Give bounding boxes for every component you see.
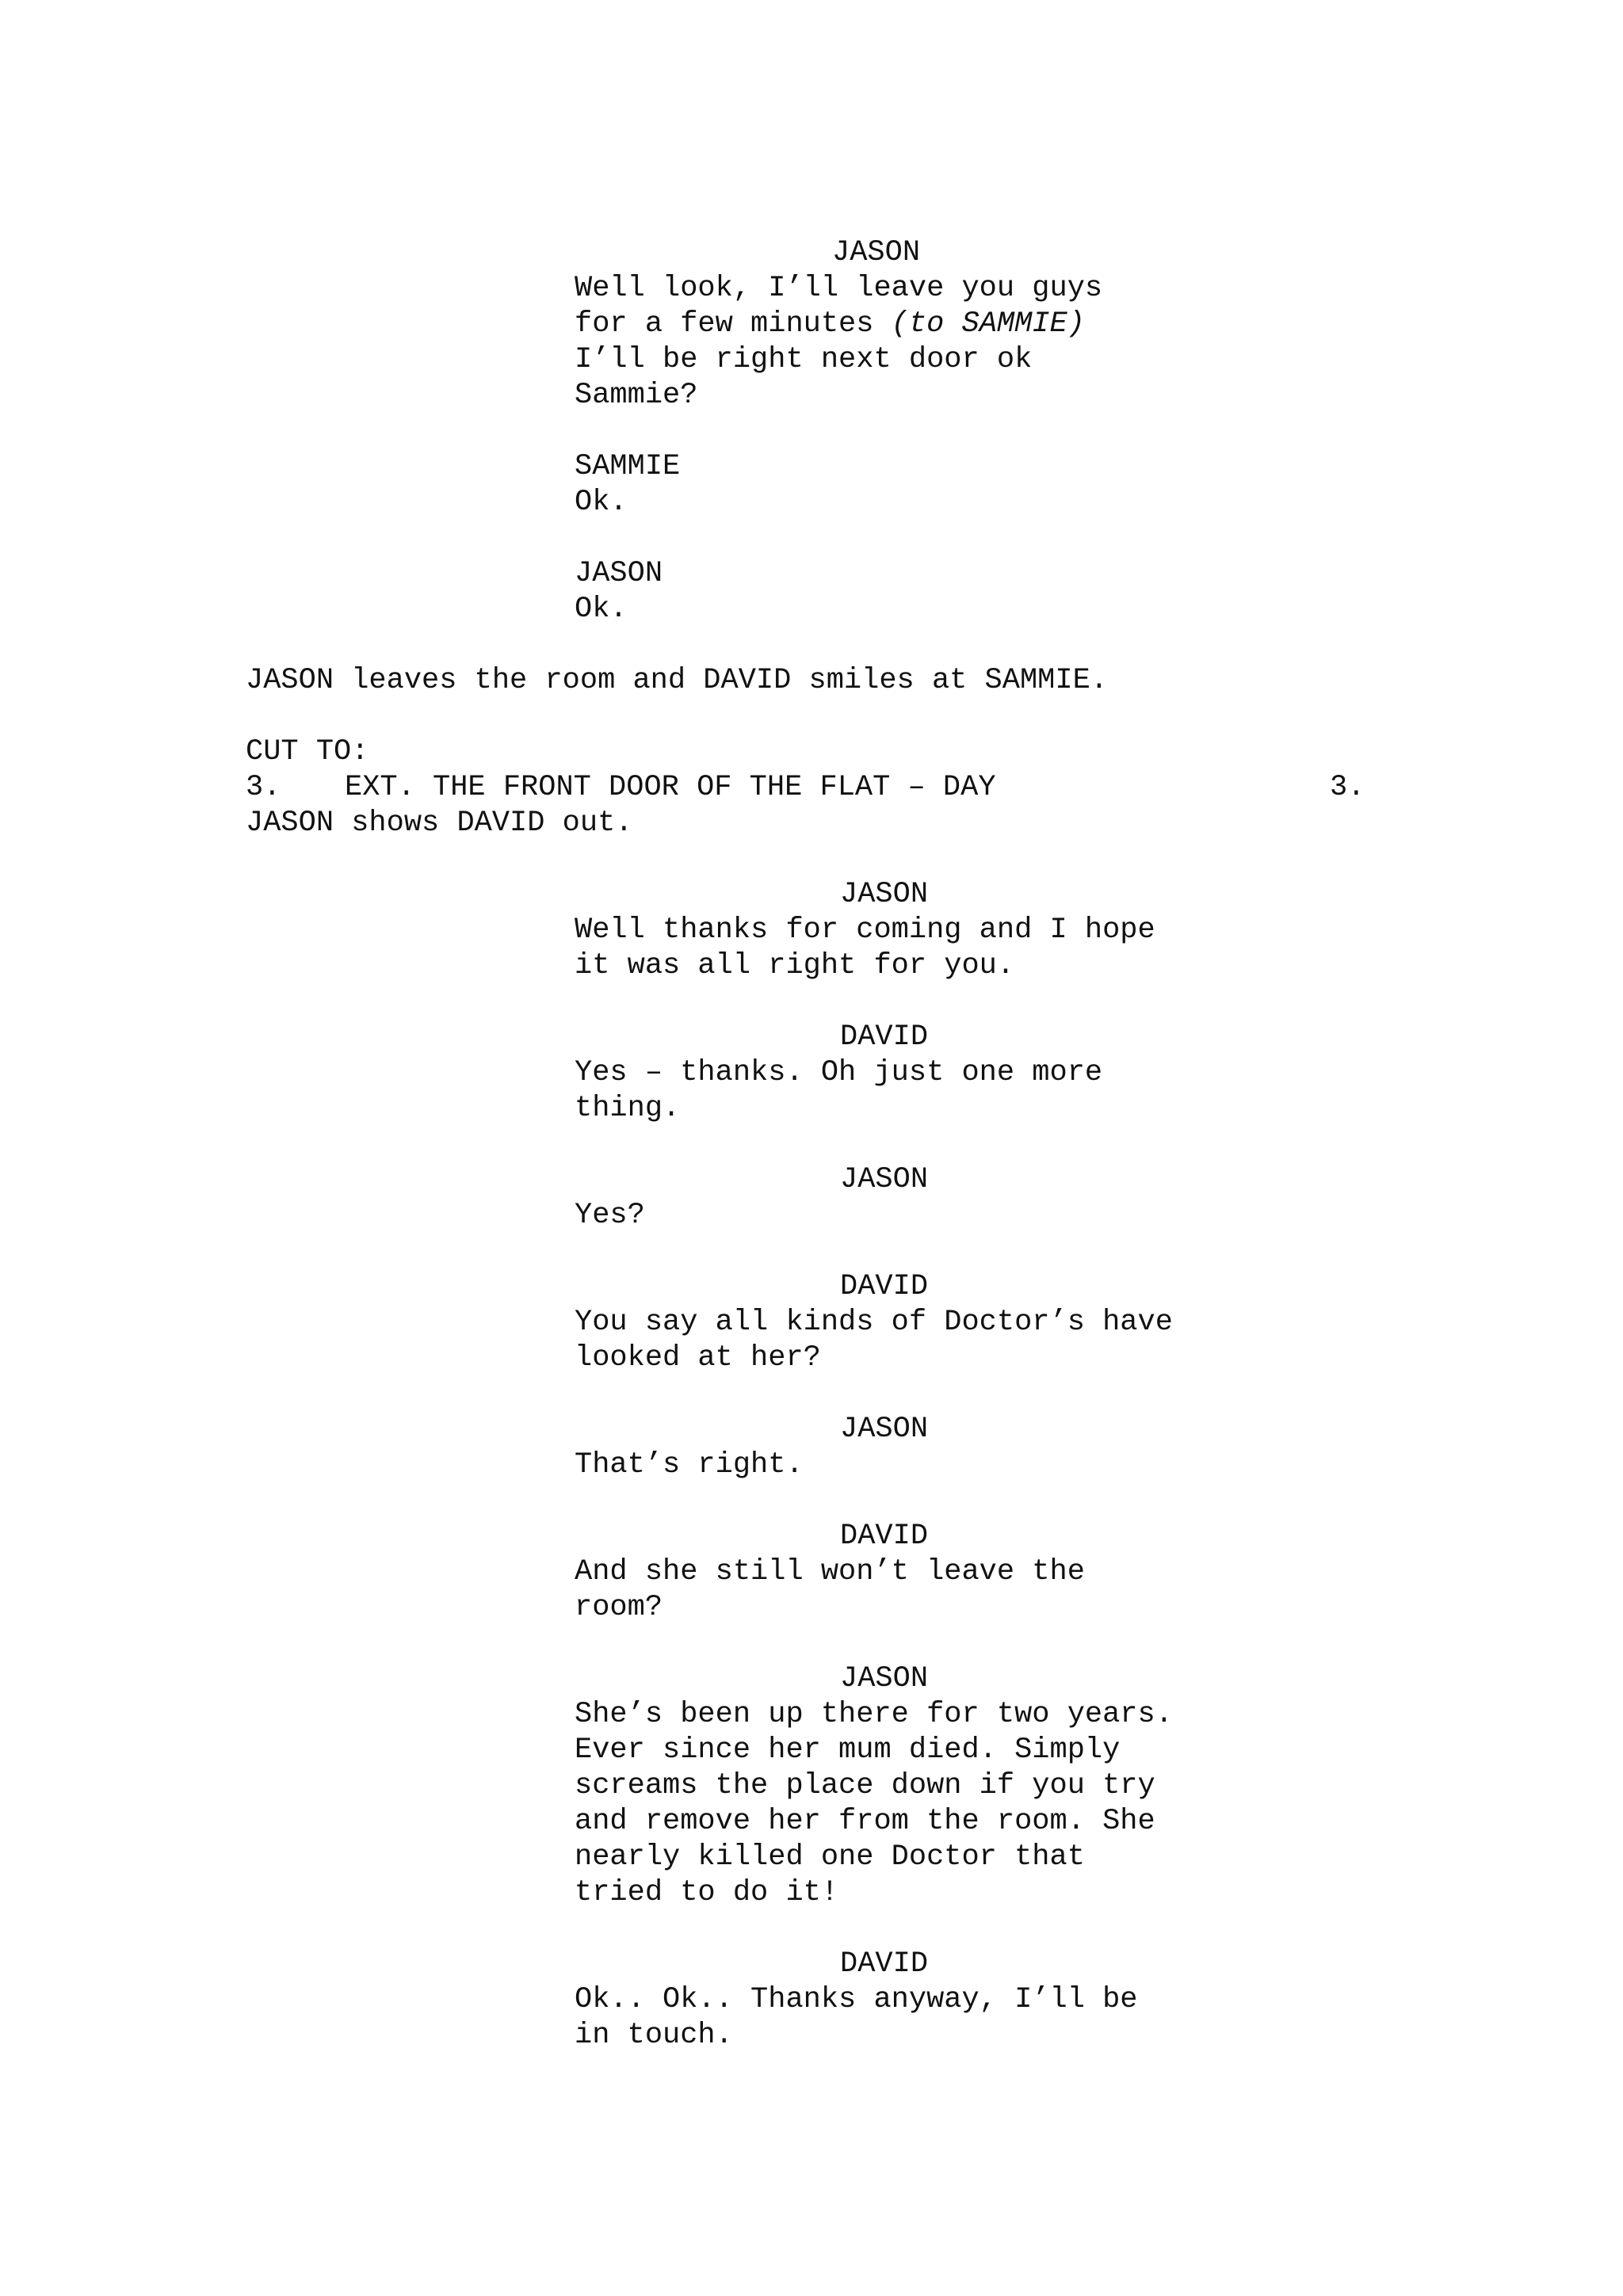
character-name: JASON (832, 236, 921, 269)
dialogue-line: Yes – thanks. Oh just one more (575, 1056, 1103, 1089)
dialogue-line: Well thanks for coming and I hope (575, 913, 1155, 947)
dialogue-line: screams the place down if you try (575, 1769, 1155, 1802)
dialogue-line: I’ll be right next door ok (575, 343, 1033, 376)
dialogue-line: Ok.. Ok.. Thanks anyway, I’ll be (575, 1983, 1138, 2016)
dialogue-line: Ever since her mum died. Simply (575, 1733, 1121, 1767)
dialogue-line: thing. (575, 1092, 681, 1125)
scene-number-left: 3. (246, 771, 281, 804)
dialogue-line: Yes? (575, 1199, 645, 1232)
dialogue-line: You say all kinds of Doctor’s have (575, 1306, 1173, 1339)
scene-number-right: 3. (1330, 771, 1365, 804)
dialogue-line: room? (575, 1591, 663, 1624)
dialogue-text: for a few minutes (575, 307, 892, 341)
character-name: DAVID (840, 1020, 929, 1054)
dialogue-line: Ok. (575, 593, 628, 626)
character-name: DAVID (840, 1520, 929, 1553)
dialogue-line (575, 307, 1085, 342)
transition: CUT TO: (246, 735, 369, 769)
character-name: JASON (840, 1662, 929, 1695)
dialogue-line: That’s right. (575, 1448, 804, 1482)
character-name: JASON (575, 557, 663, 590)
character-name: JASON (840, 1413, 929, 1446)
dialogue-line: And she still won’t leave the (575, 1555, 1085, 1589)
dialogue-line: Well look, I’ll leave you guys (575, 272, 1103, 305)
dialogue-line: it was all right for you. (575, 949, 1015, 982)
character-name: DAVID (840, 1947, 929, 1981)
action-line: JASON shows DAVID out. (246, 807, 633, 840)
dialogue-line: looked at her? (575, 1341, 821, 1375)
dialogue-line: Sammie? (575, 379, 698, 412)
character-name: JASON (840, 878, 929, 911)
character-name: SAMMIE (575, 450, 681, 483)
character-name: JASON (840, 1163, 929, 1196)
scene-heading: EXT. THE FRONT DOOR OF THE FLAT – DAY (345, 771, 996, 804)
dialogue-line: She’s been up there for two years. (575, 1698, 1173, 1731)
parenthetical: (to SAMMIE) (891, 307, 1085, 341)
action-line: JASON leaves the room and DAVID smiles at SAMMIE. (246, 664, 1108, 697)
dialogue-line: nearly killed one Doctor that (575, 1840, 1085, 1874)
dialogue-line: in touch. (575, 2019, 733, 2052)
dialogue-line: and remove her from the room. She (575, 1805, 1155, 1838)
dialogue-line: Ok. (575, 486, 628, 519)
dialogue-line: tried to do it! (575, 1876, 839, 1909)
character-name: DAVID (840, 1270, 929, 1303)
